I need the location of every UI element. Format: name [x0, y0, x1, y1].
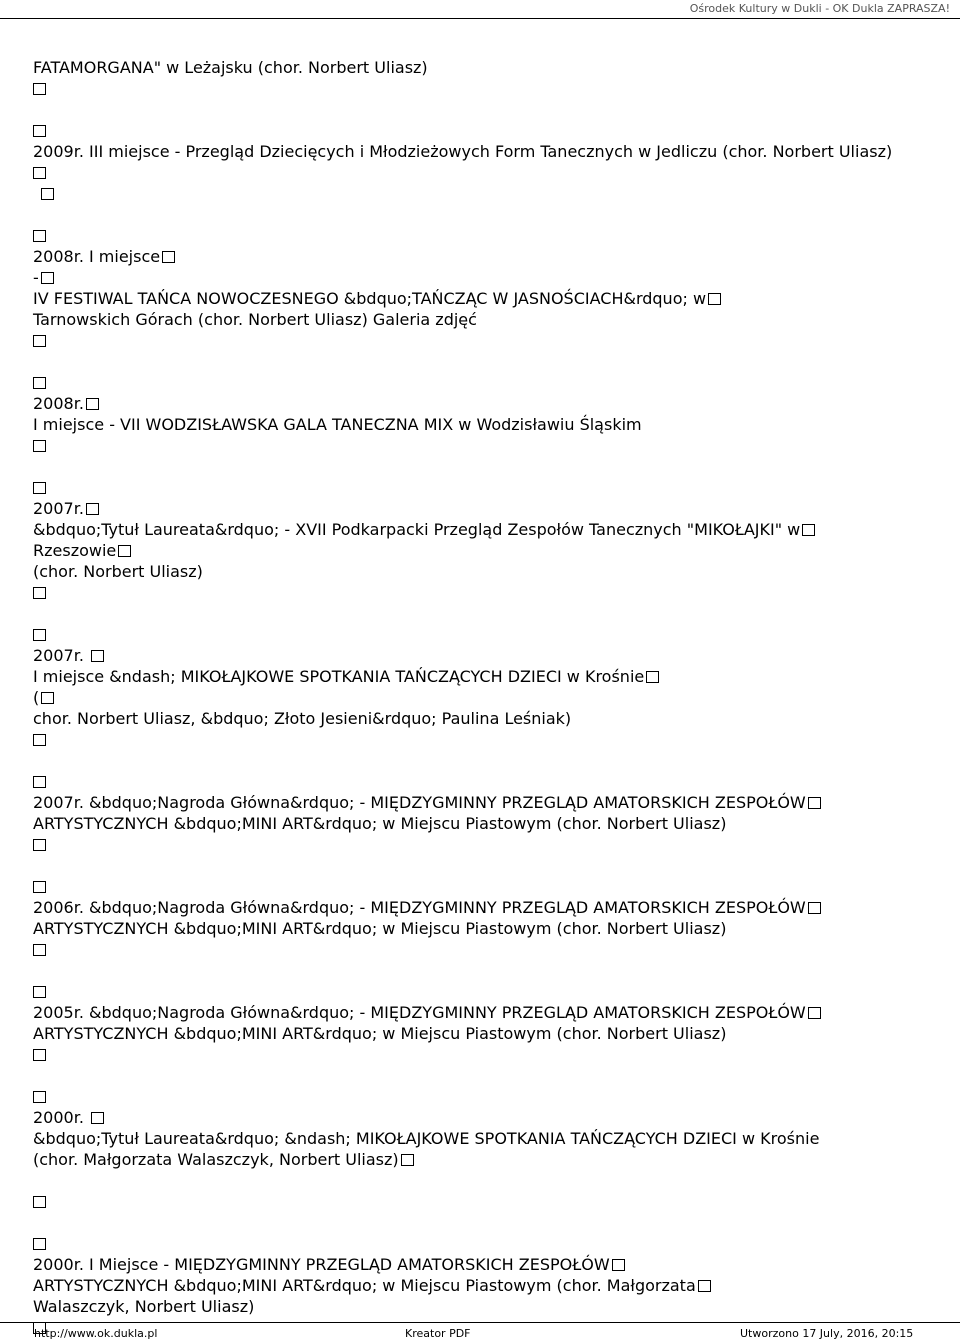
placeholder-box-icon	[33, 944, 46, 956]
entry-line: FATAMORGANA" w Leżajsku (chor. Norbert Uliasz)	[33, 58, 428, 77]
entry-line: (chor. Norbert Uliasz)	[33, 562, 203, 581]
entry-line: Tarnowskich Górach (chor. Norbert Uliasz) Galeria zdjęć	[33, 310, 477, 329]
placeholder-box-icon	[33, 776, 46, 788]
box-line	[33, 78, 913, 99]
placeholder-box-icon	[33, 167, 46, 179]
entry-line: chor. Norbert Uliasz, &bdquo; Złoto Jesieni&rdquo; Paulina Leśniak)	[33, 709, 572, 728]
entry-line	[33, 393, 913, 414]
entry-text: 2000r. I Miejsce - MIĘDZYGMINNY PRZEGLĄD AMATORSKICH ZESPOŁÓW	[33, 1255, 610, 1274]
box-line	[33, 1086, 913, 1107]
entry-line: ARTYSTYCZNYCH &bdquo;MINI ART&rdquo; w Miejscu Piastowym (chor. Norbert Uliasz)	[33, 1024, 727, 1043]
box-line	[33, 876, 913, 897]
footer-url[interactable]: http://www.ok.dukla.pl	[34, 1327, 158, 1340]
entry-text: 2006r. &bdquo;Nagroda Główna&rdquo; - MIĘDZYGMINNY PRZEGLĄD AMATORSKICH ZESPOŁÓW	[33, 898, 806, 917]
document-body	[33, 57, 913, 1338]
entry-text: (	[33, 688, 40, 707]
page-header	[0, 0, 960, 19]
entry-text: 2005r. &bdquo;Nagroda Główna&rdquo; - MIĘDZYGMINNY PRZEGLĄD AMATORSKICH ZESPOŁÓW	[33, 1003, 806, 1022]
entry-line	[33, 1149, 913, 1170]
box-line	[33, 120, 913, 141]
placeholder-box-icon	[33, 440, 46, 452]
placeholder-box-icon	[33, 881, 46, 893]
placeholder-box-icon	[646, 671, 659, 683]
placeholder-box-icon	[808, 797, 821, 809]
entry-line	[33, 1254, 913, 1275]
site-title: Ośrodek Kultury w Dukli - OK Dukla ZAPRASZA!	[689, 2, 950, 15]
entry-text: (chor. Małgorzata Walaszczyk, Norbert Uliasz)	[33, 1150, 399, 1169]
box-line	[33, 1191, 913, 1212]
entry-line	[33, 666, 913, 687]
box-line	[33, 624, 913, 645]
box-line	[33, 1044, 913, 1065]
entry-line	[33, 792, 913, 813]
entry-line	[33, 1107, 913, 1128]
box-line	[33, 372, 913, 393]
page-footer	[0, 1322, 960, 1342]
entry-text: 2007r.	[33, 646, 84, 665]
entry-line: 2009r. III miejsce - Przegląd Dziecięcych i Młodzieżowych Form Tanecznych w Jedliczu (chor. Norbert Uliasz)	[33, 142, 893, 161]
placeholder-box-icon	[33, 629, 46, 641]
entry-line	[33, 1002, 913, 1023]
placeholder-box-icon	[91, 1112, 104, 1124]
placeholder-box-icon	[33, 1049, 46, 1061]
footer-created: Utworzono 17 July, 2016, 20:15	[740, 1327, 914, 1340]
placeholder-box-icon	[808, 902, 821, 914]
placeholder-box-icon	[33, 377, 46, 389]
placeholder-box-icon	[86, 503, 99, 515]
box-line	[33, 771, 913, 792]
placeholder-box-icon	[33, 230, 46, 242]
placeholder-box-icon	[86, 398, 99, 410]
placeholder-box-icon	[33, 734, 46, 746]
box-line	[33, 225, 913, 246]
entry-text: 2008r.	[33, 394, 84, 413]
entry-line	[33, 897, 913, 918]
entry-text: 2000r.	[33, 1108, 84, 1127]
placeholder-box-icon	[802, 524, 815, 536]
placeholder-box-icon	[612, 1259, 625, 1271]
entry-text: 2007r. &bdquo;Nagroda Główna&rdquo; - MIĘDZYGMINNY PRZEGLĄD AMATORSKICH ZESPOŁÓW	[33, 793, 806, 812]
placeholder-box-icon	[33, 125, 46, 137]
box-line	[33, 435, 913, 456]
placeholder-box-icon	[33, 83, 46, 95]
entry-line	[33, 498, 913, 519]
entry-line	[33, 246, 913, 267]
footer-generator: Kreator PDF	[405, 1327, 471, 1340]
entry-text: ARTYSTYCZNYCH &bdquo;MINI ART&rdquo; w Miejscu Piastowym (chor. Małgorzata	[33, 1276, 696, 1295]
placeholder-box-icon	[33, 1196, 46, 1208]
placeholder-box-icon	[91, 650, 104, 662]
placeholder-box-icon	[808, 1007, 821, 1019]
placeholder-box-icon	[708, 293, 721, 305]
placeholder-box-icon	[33, 587, 46, 599]
placeholder-box-icon	[41, 692, 54, 704]
placeholder-box-icon	[118, 545, 131, 557]
placeholder-box-icon	[33, 839, 46, 851]
placeholder-box-icon	[33, 482, 46, 494]
entry-line: &bdquo;Tytuł Laureata&rdquo; &ndash; MIKOŁAJKOWE SPOTKANIA TAŃCZĄCYCH DZIECI w Krośnie	[33, 1129, 820, 1148]
box-line	[33, 477, 913, 498]
entry-line	[33, 540, 913, 561]
entry-line: ARTYSTYCZNYCH &bdquo;MINI ART&rdquo; w Miejscu Piastowym (chor. Norbert Uliasz)	[33, 814, 727, 833]
box-line	[33, 162, 913, 183]
entry-line	[33, 645, 913, 666]
box-line	[33, 981, 913, 1002]
box-line	[33, 939, 913, 960]
entry-line	[33, 288, 913, 309]
placeholder-box-icon	[33, 335, 46, 347]
box-line	[33, 330, 913, 351]
placeholder-box-icon	[33, 986, 46, 998]
placeholder-box-icon	[33, 1238, 46, 1250]
entry-text: 2007r.	[33, 499, 84, 518]
placeholder-box-icon	[162, 251, 175, 263]
entry-line	[33, 1275, 913, 1296]
entry-text: -	[33, 268, 39, 287]
entry-line	[33, 519, 913, 540]
box-line	[33, 729, 913, 750]
box-line	[33, 183, 913, 204]
placeholder-box-icon	[41, 188, 54, 200]
entry-line: I miejsce - VII WODZISŁAWSKA GALA TANECZNA MIX w Wodzisławiu Śląskim	[33, 415, 642, 434]
entry-line	[33, 267, 913, 288]
entry-text: &bdquo;Tytuł Laureata&rdquo; - XVII Podkarpacki Przegląd Zespołów Tanecznych "MIKOŁAJKI" w	[33, 520, 801, 539]
entry-line	[33, 687, 913, 708]
entry-text: 2008r. I miejsce	[33, 247, 161, 266]
placeholder-box-icon	[401, 1154, 414, 1166]
placeholder-box-icon	[33, 1091, 46, 1103]
placeholder-box-icon	[698, 1280, 711, 1292]
box-line	[33, 582, 913, 603]
entry-text: I miejsce &ndash; MIKOŁAJKOWE SPOTKANIA TAŃCZĄCYCH DZIECI w Krośnie	[33, 667, 645, 686]
box-line	[33, 834, 913, 855]
placeholder-box-icon	[41, 272, 54, 284]
entry-line: ARTYSTYCZNYCH &bdquo;MINI ART&rdquo; w Miejscu Piastowym (chor. Norbert Uliasz)	[33, 919, 727, 938]
box-line	[33, 1233, 913, 1254]
entry-line: Walaszczyk, Norbert Uliasz)	[33, 1297, 255, 1316]
entry-text: Rzeszowie	[33, 541, 117, 560]
entry-text: IV FESTIWAL TAŃCA NOWOCZESNEGO &bdquo;TAŃCZĄC W JASNOŚCIACH&rdquo; w	[33, 289, 707, 308]
